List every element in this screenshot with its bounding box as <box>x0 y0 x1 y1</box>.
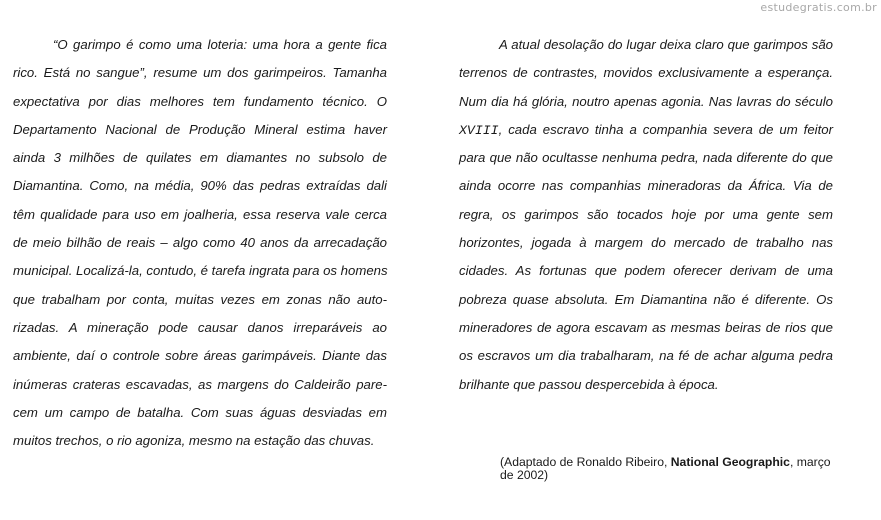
paragraph-line: ainda ocorre nas companhias mineradoras da África. Via de <box>459 178 833 194</box>
citation-source: National Geographic <box>670 455 790 469</box>
paragraph-line: têm qualidade para uso em joalheria, essa reserva vale cerca <box>13 206 387 222</box>
source-citation <box>500 456 840 482</box>
paragraph-line: de meio bilhão de reais – algo como 40 anos da arrecadação <box>13 235 387 251</box>
watermark: estudegratis.com.br <box>760 1 877 14</box>
paragraph-line: mineradores de agora escavam as mesmas beiras de rios que <box>459 319 833 335</box>
paragraph-line: ambiente, daí o controle sobre áreas garimpáveis. Diante das <box>13 348 387 364</box>
paragraph-line: muitos trechos, o rio agoniza, mesmo na estação das chuvas. <box>13 433 375 449</box>
text-column-left <box>13 35 387 459</box>
paragraph-line: que trabalham por conta, muitas vezes em zonas não auto- <box>13 291 387 307</box>
citation-prefix: (Adaptado de Ronaldo Ribeiro, <box>500 455 671 469</box>
paragraph-line: expectativa por dias melhores tem fundamento técnico. O <box>13 93 387 109</box>
paragraph-line: Num dia há glória, noutro apenas agonia. Nas lavras do século <box>459 93 833 109</box>
paragraph-line: brilhante que passou despercebida à época. <box>459 376 719 392</box>
paragraph-line: Departamento Nacional de Produção Mineral estima haver <box>13 121 387 137</box>
paragraph-line: inúmeras crateras escavadas, as margens do Caldeirão pare- <box>13 376 387 392</box>
paragraph-line: cidades. As fortunas que podem oferecer derivam de uma <box>459 263 833 279</box>
century-roman-numeral: XVIII <box>459 122 499 138</box>
paragraph-line: rico. Está no sangue”, resume um dos garimpeiros. Tamanha <box>13 65 387 81</box>
paragraph-line: “O garimpo é como uma loteria: uma hora a gente fica <box>53 37 387 52</box>
paragraph-line: os escravos um dia trabalharam, na fé de achar alguma pedra <box>459 348 833 364</box>
paragraph-line: ainda 3 milhões de quilates em diamantes no subsolo de <box>13 150 387 166</box>
line-rest: , cada escravo tinha a companhia severa de um feitor <box>498 121 833 137</box>
paragraph-line: horizontes, jogada à margem do mercado de trabalho nas <box>459 235 833 251</box>
paragraph-line <box>459 120 833 148</box>
paragraph-line: pobreza quase absoluta. Em Diamantina não é diferente. Os <box>459 291 833 307</box>
paragraph-line: para que não ocultasse nenhuma pedra, nada diferente do que <box>459 150 833 166</box>
paragraph-line: cem um campo de batalha. Com suas águas desviadas em <box>13 404 387 420</box>
paragraph-line: rizadas. A mineração pode causar danos irreparáveis ao <box>13 319 387 335</box>
paragraph-line: Diamantina. Como, na média, 90% das pedras extraídas dali <box>13 178 387 194</box>
citation-suffix: , março de 2002) <box>500 455 831 482</box>
paragraph-line: A atual desolação do lugar deixa claro que garimpos são <box>499 37 833 52</box>
paragraph-line: municipal. Localizá-la, contudo, é tarefa ingrata para os homens <box>13 263 388 279</box>
paragraph-line: regra, os garimpos são tocados hoje por uma gente sem <box>459 206 833 222</box>
paragraph-line: terrenos de contrastes, movidos exclusivamente a esperança. <box>459 65 833 81</box>
text-column-right <box>459 35 833 403</box>
